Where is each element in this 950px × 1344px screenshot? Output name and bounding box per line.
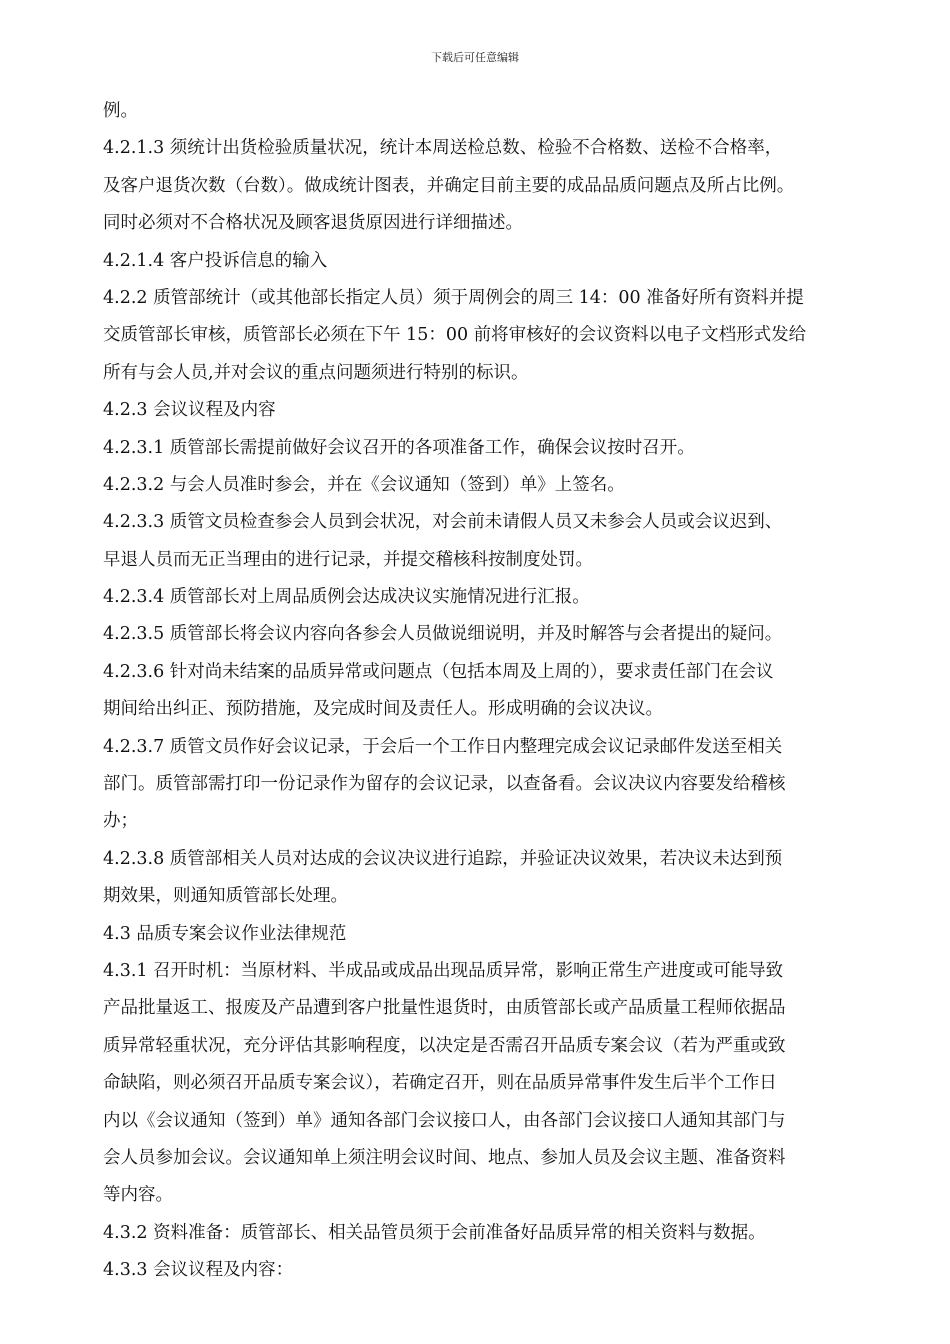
text-line: 部门。质管部需打印一份记录作为留存的会议记录，以查备看。会议决议内容要发给稽核	[103, 774, 786, 795]
text-line: 交质管部长审核，质管部长必须在下午 15：00 前将审核好的会议资料以电子文档形式发给	[103, 325, 807, 346]
text-line: 产品批量返工、报废及产品遭到客户批量性退货时，由质管部长或产品质量工程师依据品	[103, 998, 786, 1019]
text-line: 内以《会议通知（签到）单》通知各部门会议接口人，由各部门会议接口人通知其部门与	[103, 1110, 786, 1131]
text-line: 4.3.2 资料准备：质管部长、相关品管员须于会前准备好品质异常的相关资料与数据。	[103, 1222, 766, 1243]
text-line: 办；	[103, 811, 138, 832]
text-line: 4.2.3.3 质管文员检查参会人员到会状况，对会前未请假人员又未参会人员或会议迟到、	[103, 512, 783, 533]
page-header: 下载后可任意编辑	[431, 51, 519, 64]
text-line: 4.3.3 会议议程及内容：	[103, 1260, 294, 1281]
text-line: 同时必须对不合格状况及顾客退货原因进行详细描述。	[103, 213, 523, 234]
text-line: 及客户退货次数（台数）。做成统计图表，并确定目前主要的成品品质问题点及所占比例。	[103, 175, 795, 196]
text-line: 4.2.3 会议议程及内容	[103, 400, 276, 421]
text-line: 所有与会人员,并对会议的重点问题须进行特别的标识。	[103, 362, 529, 383]
text-line: 4.3.1 召开时机：当原材料、半成品或成品出现品质异常，影响正常生产进度或可能导致	[103, 960, 784, 981]
text-line: 例。	[103, 101, 138, 121]
text-line: 质异常轻重状况，充分评估其影响程度，以决定是否需召开品质专案会议（若为严重或致	[103, 1035, 786, 1056]
text-line: 4.2.2 质管部统计（或其他部长指定人员）须于周例会的周三 14：00 准备好所有资料并提	[103, 287, 804, 308]
text-line: 4.2.3.8 质管部相关人员对达成的会议决议进行追踪，并验证决议效果，若决议未达到预	[103, 848, 783, 869]
text-line: 早退人员而无正当理由的进行记录，并提交稽核科按制度处罚。	[103, 549, 593, 570]
text-line: 4.3 品质专案会议作业法律规范	[103, 923, 347, 944]
text-line: 4.2.3.1 质管部长需提前做好会议召开的各项准备工作，确保会议按时召开。	[103, 437, 695, 458]
text-line: 4.2.3.5 质管部长将会议内容向各参会人员做说细说明，并及时解答与会者提出的疑问。	[103, 624, 783, 645]
text-line: 等内容。	[103, 1185, 173, 1206]
text-line: 4.2.3.2 与会人员准时参会，并在《会议通知（签到）单》上签名。	[103, 474, 625, 495]
document-body	[103, 93, 863, 1290]
text-line: 4.2.3.6 针对尚未结案的品质异常或问题点（包括本周及上周的），要求责任部门在会议	[103, 661, 774, 682]
text-line: 期效果，则通知质管部长处理。	[103, 886, 348, 907]
text-line: 4.2.1.3 须统计出货检验质量状况，统计本周送检总数、检验不合格数、送检不合格率，	[103, 138, 783, 159]
text-line: 会人员参加会议。会议通知单上须注明会议时间、地点、参加人员及会议主题、准备资料	[103, 1147, 786, 1168]
text-line: 命缺陷，则必须召开品质专案会议），若确定召开，则在品质异常事件发生后半个工作日	[103, 1073, 777, 1094]
text-line: 4.2.3.4 质管部长对上周品质例会达成决议实施情况进行汇报。	[103, 587, 590, 608]
text-line: 期间给出纠正、预防措施，及完成时间及责任人。形成明确的会议决议。	[103, 699, 663, 720]
text-line: 4.2.3.7 质管文员作好会议记录，于会后一个工作日内整理完成会议记录邮件发送至相关	[103, 736, 783, 757]
text-line: 4.2.1.4 客户投诉信息的输入	[103, 250, 328, 271]
